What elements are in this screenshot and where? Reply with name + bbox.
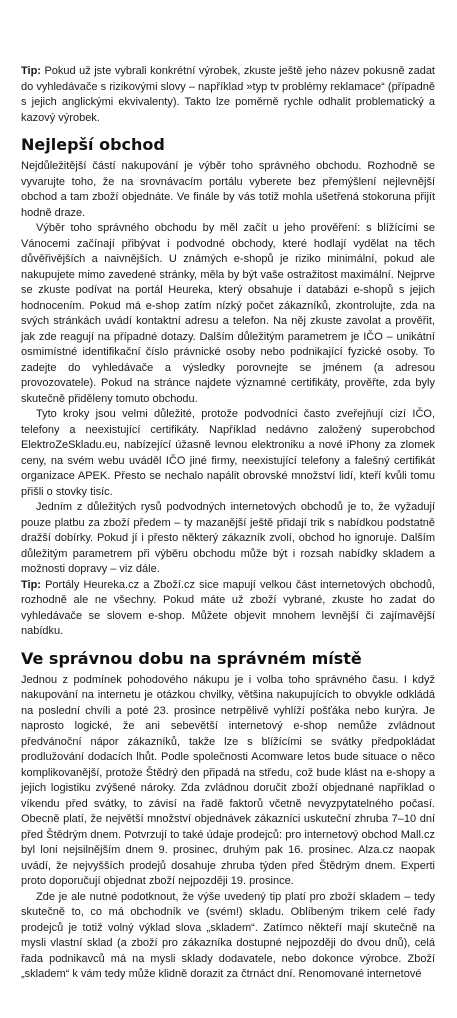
paragraph-in-stock: Zde je ale nutné podotknout, že výše uvedený tip platí pro zboží skladem – tedy skutečně to, co má obchodník ve (svém!) skladu. Oblíbeným trikem celé řady prodejců je totiž volný výklad slova „skladem“. Zatímco někteří mají skutečně na mysli vlastní sklad (a zboží pro zákazníka dostupné nejpozději do dvou dnů), celá řada podnikavců má na mysli sklady dodavatele, nebo dokonce výrobce. Zboží „skladem“ k vám tedy může klidně dorazit za čtrnáct dní. Renomované internetové	[21, 890, 435, 980]
paragraph-verify-shop: Výběr toho správného obchodu by měl začít u jeho prověření: s blížícími se Vánocemi začínají přibývat i podvodné obchody, které hodlají vydělat na těch důvěřivějších a naivnějších. U známých e-shopů je riziko minimální, pokud ale nakupujete mimo zavedené stránky, měla by být vaše ostražitost maximální. Nejprve se zkuste podívat na portál Heureka, který obsahuje i databázi e-shopů s jejich hodnocením. Pokud má e-shop zatím nízký počet zákazníků, zkontrolujte, zda na svých stránkách uvádí kontaktní adresu a telefon. Na něj zkuste zavolat a prověřit, jak zde reagují na případné dotazy. Dalším důležitým parametrem je IČO – unikátní osmimístné identifikační číslo právnické osoby nebo podnikající fyzické osoby. To zadejte do vyhledávače a výsledky porovnejte se jménem (a adresou provozovatele). Pokud na stránce najdete významné certifikáty, prověřte, zda byly skutečně přiděleny tomuto obchodu.	[21, 222, 435, 405]
section-heading-best-shop: Nejlepší obchod	[21, 135, 165, 154]
tip-paragraph-2	[21, 578, 435, 640]
tip-label: Tip:	[21, 65, 41, 77]
tip-paragraph-1	[21, 64, 435, 126]
tip-text-1: Pokud už jste vybrali konkrétní výrobek, zkuste ještě jeho název pokusně zadat do vyhledávače s rizikovými slovy – například »typ tv problémy reklamace“ (případně s jejich anglickými ekvivalenty). Takto lze poměrně rychle odhalit problematický a kazový výrobek.	[21, 65, 435, 124]
tip-label: Tip:	[21, 578, 41, 591]
paragraph-fraud-example: Tyto kroky jsou velmi důležité, protože podvodníci často zveřejňují cizí IČO, telefony a neexistující certifikáty. Například nedávno založený superobchod ElektroZeSkladu.eu, nabízející úžasně levnou elektroniku a nové iPhony za zlomek ceny, na svém webu uváděl IČO jiné firmy, neexistující telefony a falešný certifikát organizace APEK. Přesto se nechalo napálit obrovské množství lidí, kteří kvůli tomu přišli o stovky tisíc.	[21, 408, 435, 498]
section-heading-right-time: Ve správnou dobu na správném místě	[21, 648, 362, 668]
tip-text-2: Portály Heureka.cz a Zboží.cz sice mapují velkou část internetových obchodů, rozhodně ale ne všechny. Pokud máte už zboží vybrané, zkuste ho zadat do vyhledávače se slovem e-shop. Můžete objevit mnohem levnější či zajímavější nabídku.	[21, 578, 435, 637]
paragraph-choose-shop: Nejdůležitější částí nakupování je výběr toho správného obchodu. Rozhodně se vyvarujte toho, že na srovnávacím portálu vyberete bez přemýšlení nejlevnější obchod a tam zboží objednáte. Ve finále by vás totiž mohla ušetřená stokoruna přijít hodně draze.	[21, 160, 435, 219]
paragraph-payment-traits: Jedním z důležitých rysů podvodných internetových obchodů je to, že vyžadují pouze platbu za zboží předem – ty mazanější ještě přidají trik s nabídkou podstatně dražší dobírky. Pokud jí i přesto některý zákazník zvolí, obchod ho ignoruje. Dalším důležitým parametrem při výběru obchodu může být i rozsah nabídky skladem a možnosti dopravy – viz dále.	[21, 501, 435, 575]
paragraph-timing: Jednou z podmínek pohodového nákupu je i volba toho správného času. I když nakupování na internetu je otázkou chvilky, většina nakupujících to obvykle odkládá na poslední chvíli a poté 23. prosince netrpělivě vyhlíží pošťáka nebo kurýra. Je naprosto logické, že ani sebevětší internetový e-shop nemůže zvládnout předvánoční nápor zákazníků, takže lze s blížícími se svátky předpokládat prodlužování dodacích lhůt. Podle společnosti Acomware letos bude situace o něco komplikovanější, protože Štědrý den připadá na středu, což bude klást na e-shopy a jejich logistiku zvýšené nároky. Zda zvládnou doručit zboží objednané například o víkendu před svátky, to závisí na řadě faktorů včetně nevyzpytatelného počasí. Obecně platí, že největší množství objednávek zákazníci uskuteční zhruba 7–10 dní před Štědrým dnem. Potvrzují to také údaje prodejců: pro internetový obchod Mall.cz byl loni nejsilnějším dnem 9. prosinec, druhým pak 16. prosinec. Alza.cz naopak uvádí, že nejvyšších prodejů dosahuje zhruba týden před Štědrým dnem. Experti proto doporučují objednat zboží nejpozději 19. prosince.	[21, 673, 435, 887]
